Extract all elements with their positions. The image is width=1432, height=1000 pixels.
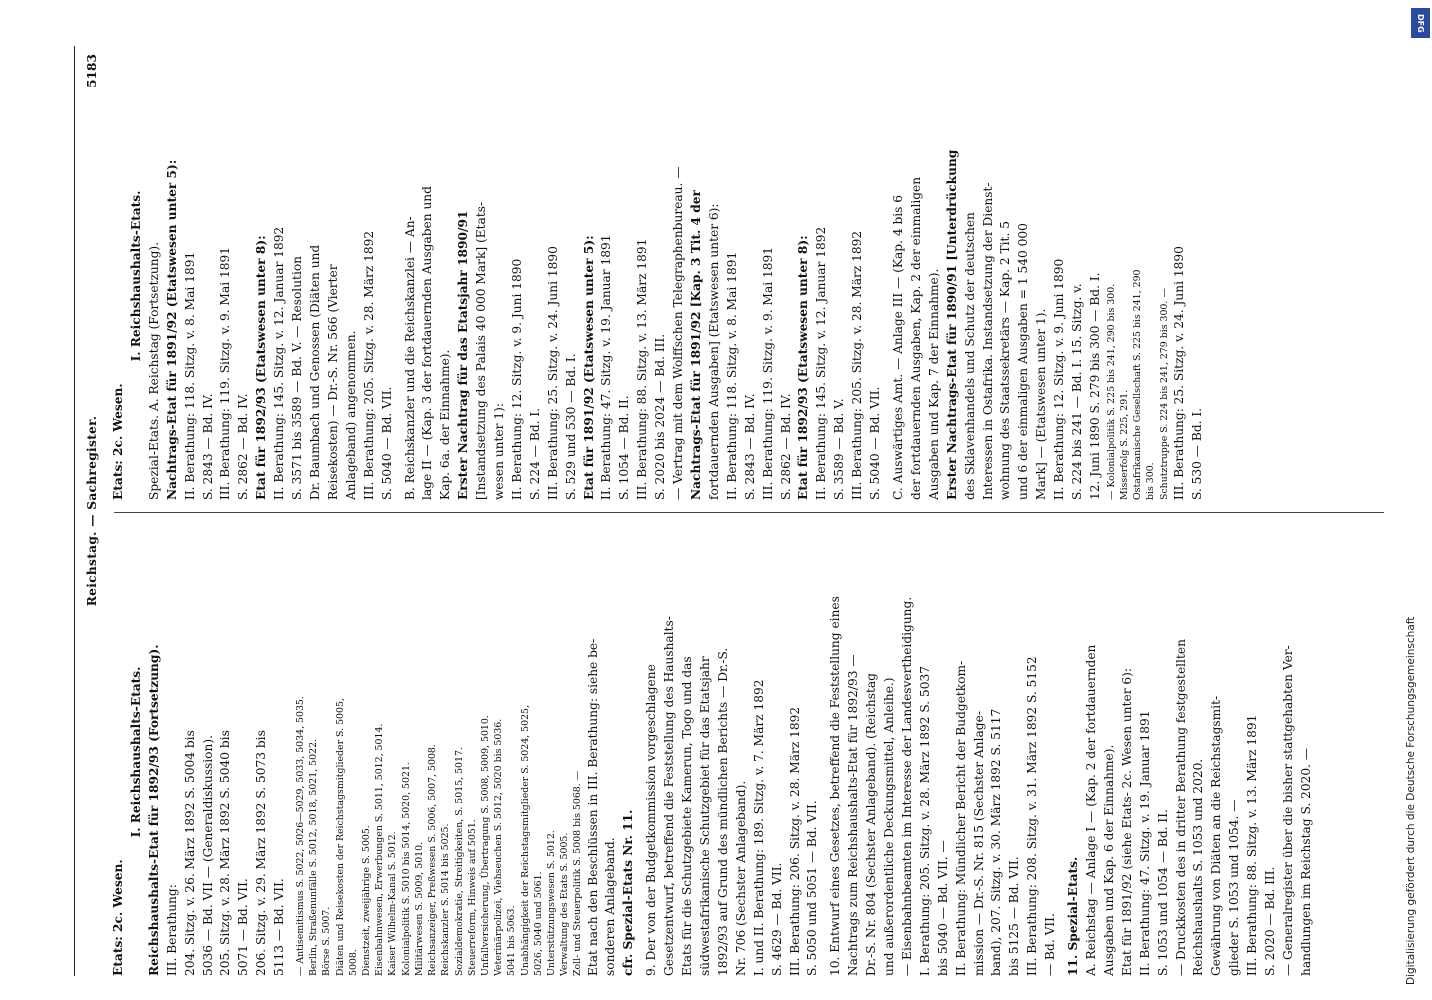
running-head-title: Reichstag. — Sachregister. [85, 415, 99, 607]
index-entry: Etat für 1892/93 (Etatswesen unter 8): [254, 235, 269, 500]
index-entry: Erster Nachtrag für das Etatsjahr 1890/91 [456, 210, 471, 500]
index-entry: II. Berathung: 47. Sitzg. v. 19. Januar 1891 S. 1054 — Bd. II. III. Berathung: 88. Sitzg. v. 13. März 1891 S. 2020 bis 2024 — Bd. III. — Vertrag mit dem Wolffschen Telegraphenbureau. — [599, 166, 686, 500]
index-entry: [Instandsetzung des Palais 40 000 Mark] (Etats- wesen unter 1): II. Berathung: 12. Sitzg. v. 9. Juni 1890 S. 224 — Bd. I. III. Berathung: 25. Sitzg. v. 24. Juni 1890 S. 529 und 530 — Bd. I. [474, 201, 578, 500]
index-entry: des Sklavenhandels und Schutz der deutschen Interessen in Ostafrika. Instandsetzung der Dienst- wohnung des Staatssekretärs — Kap. 2 Tit. 5 und 6 der einmaligen Ausgaben = 1 540 000 Mark] — (Etatswesen unter 1). II. Berathung: 12. Sitzg. v. 9. Juni 1890 S. 224 bis 241 — Bd. I. 15. Sitzg. v. 12. Juni 1890 S. 279 bis 300 — Bd. I. [962, 182, 1102, 500]
column-divider [114, 512, 1384, 513]
index-entry: Etat nach den Beschlüssen in III. Berathung: siehe be- sonderen Anlageband. [585, 638, 618, 976]
index-entry: B. Reichskanzler und die Reichskanzlei — An- lage II — (Kap. 3 der fortdauernden Ausgaben und Kap. 6a. der Einnahme). [402, 186, 453, 500]
header-rule [74, 46, 75, 976]
index-entry: 204. Sitzg. v. 26. März 1892 S. 5004 bis 5036 — Bd. VII — (Generaldiskussion). [182, 730, 215, 976]
index-entry: C. Auswärtiges Amt. — Anlage III — (Kap. 4 bis 6 der fortdauernden Ausgaben, Kap. 2 der einmaligen Ausgaben und Kap. 7 der Einnahme). [890, 176, 941, 500]
index-entry: Spezial-Etats. A. Reichstag (Fortsetzung). [146, 241, 161, 500]
index-entry: Etats: 2c. Wesen. [111, 383, 125, 500]
index-entry: II. Berathung: 145. Sitzg. v. 12. Januar 1892 S. 3571 bis 3589 — Bd. V. — Resolution Dr. Baumbach und Genossen (Diäten und Reisekosten) — Dr.-S. Nr. 566 (Vierter Anlageband) angenommen. [272, 226, 358, 500]
index-entry: — Antisemitismus S. 5022, 5026—5029, 5033, 5034, 5035. Berlin, Straßenunfälle S. 5012, 5018, 5021, 5022. Börse S. 5007. Diäten und Reisekosten der Reichstagsmitglieder S. 5005, 5008. Dienstzeit, zweijährige S. 5005. Eisenbahnwesen, Erwerbungen S. 5011, 5012, 5014. Kaiser Wilhelm-Kanal S. 5012. Kolonialpolitik S. 5010 bis 5014, 5020, 5021. Militärwesen S. 5009, 5010. Reichsanzeiger, Preßwesen S. 5006, 5007, 5008. Reichskanzler S. 5014 bis 5025. Sozialdemokratie, Streitigkeiten, S. 5015, 5017. Steuerreform, Hinweis auf 5051. Unfallversicherung, Übertragung S. 5008, 5009, 5010. Veterinärpolizei, Viehseuchen S. 5012, 5020 bis 5036. 5041 bis 5063. Unabhängigkeit der Reichstagsmitglieder S. 5024, 5025, 5026, 5040 und 5061. Unterstützungswesen S. 5012. Verwaltung des Etats S. 5005. Zoll- und Steuerpolitik S. 5008 bis 5068. — [295, 696, 584, 976]
index-entry: cfr. Spezial-Etats Nr. 11. [621, 809, 636, 976]
running-head [84, 46, 104, 976]
index-entry: — Kolonialpolitik S. 225 bis 241, 290 bis 300. Misserfolg S. 225, 291. Ostafrikanische Gesellschaft S. 225 bis 241, 290 bis 300. Schutztruppe S. 224 bis 241, 279 bis 300. — [1105, 269, 1170, 500]
index-entry: Nachtrags-Etat für 1891/92 [Kap. 3 Tit. 4 der [689, 190, 703, 500]
index-entry: Nachtrags-Etat für 1891/92 (Etatswesen unter 5): [164, 159, 179, 500]
index-entry: Reichshaushalts-Etat für 1892/93 (Fortsetzung). [146, 644, 161, 976]
index-entry: III. Berathung: 205. Sitzg. v. 28. März 1892 S. 5040 — Bd. VII. [361, 230, 394, 500]
left-column [110, 528, 1390, 976]
index-entry: II. Berathung: 118. Sitzg. v. 8. Mai 1891 S. 2843 — Bd. IV. [182, 251, 215, 500]
index-entry: Etat für 1892/93 (Etatswesen unter 8): [796, 235, 811, 500]
index-entry: 206. Sitzg. v. 29. März 1892 S. 5073 bis 5113 — Bd. VII. [254, 730, 287, 976]
page-number: 5183 [85, 54, 99, 88]
index-entry: 9. Der von der Budgetkommission vorgeschlagene Gesetzentwurf, betreffend die Feststellung des Haushalts- Etats für die Schutzgebiete Kamerun, Togo und das südwestafrikanische Schutzgebiet für das Etatsjahr 1892/93 auf Grund des mündlichen Berichts — Dr.-S. Nr. 706 (Sechster Anlageband). I. und II. Berathung: 189. Sitzg. v. 7. März 1892 S. 4629 — Bd. VII. III. Berathung: 206. Sitzg. v. 28. März 1892 S. 5050 und 5051 — Bd. VII. [644, 616, 820, 976]
index-entry: I. Reichshaushalts-Etats. [128, 666, 143, 838]
index-entry: A. Reichstag — Anlage I — (Kap. 2 der fortdauernden Ausgaben und Kap. 6 der Einnahme). Etat für 1891/92 (siehe Etats- 2c. Wesen unter 6): II. Berathung: 47. Sitzg. v. 19. Januar 1891 S. 1053 und 1054 — Bd. II. — Druckkosten des in dritter Berathung festgestellten Reichshaushalts S. 1053 und 2020. Gewährung von Diäten an die Reichstagsmit- glieder S. 1053 und 1054. — III. Berathung: 88. Sitzg. v. 13. März 1891 S. 2020 — Bd. III. — Generalregister über die bisher stattgehabten Ver- handlungen im Reichstag S. 2020. — [1084, 639, 1313, 976]
index-entry: Erster Nachtrags-Etat für 1890/91 [Unterdrückung [944, 149, 959, 500]
index-entry: III. Berathung: 119. Sitzg. v. 9. Mai 1891 S. 2862 — Bd. IV. [218, 246, 251, 500]
index-entry: 205. Sitzg. v. 28. März 1892 S. 5040 bis 5071 — Bd. VII. [218, 730, 251, 976]
index-entry: II. Berathung: 145. Sitzg. v. 12. Januar 1892 S. 3589 — Bd. V. III. Berathung: 205. Sitzg. v. 28. März 1892 S. 5040 — Bd. VII. [814, 226, 883, 500]
index-entry: III. Berathung: [164, 884, 179, 976]
index-entry: III. Berathung: 25. Sitzg. v. 24. Juni 1890 S. 530 — Bd. I. [1171, 246, 1204, 500]
dfg-logo: DFG [1411, 8, 1430, 38]
rotated-page-content [80, 46, 1400, 976]
index-entry: 11. Spezial-Etats. [1066, 856, 1081, 976]
right-column [110, 52, 1390, 500]
index-entry: 10. Entwurf eines Gesetzes, betreffend die Feststellung eines Nachtrags zum Reichshaushalts-Etat für 1892/93 — Dr.-S. Nr. 804 (Sechster Anlageband). (Reichstag und außerordentliche Deckungsmittel, Anleihe.) — Eisenbahnbeamten im Interesse der Landesvertheidigung. I. Berathung: 205. Sitzg. v. 28. März 1892 S. 5037 bis 5040 — Bd. VII. — II. Berathung: Mündlicher Bericht der Budgetkom- mission — Dr.-S. Nr. 815 (Sechster Anlage- band), 207. Sitzg. v. 30. März 1892 S. 5117 bis 5125 — Bd. VII. III. Berathung: 208. Sitzg. v. 31. März 1892 S. 5152 — Bd. VII. [828, 596, 1058, 976]
index-entry: fortdauernden Ausgaben] (Etatswesen unter 6): II. Berathung: 118. Sitzg. v. 8. Mai 1891 S. 2843 — Bd. IV. III. Berathung: 119. Sitzg. v. 9. Mai 1891 S. 2862 — Bd. IV. [706, 203, 793, 500]
index-entry: Etats: 2c. Wesen. [111, 859, 125, 976]
index-entry: Etat für 1891/92 (Etatswesen unter 5): [581, 235, 596, 500]
digitization-credit: Digitalisierung gefördert durch die Deutsche Forschungsgemeinschaft [1405, 616, 1417, 985]
index-entry: I. Reichshaushalts-Etats. [128, 190, 143, 362]
